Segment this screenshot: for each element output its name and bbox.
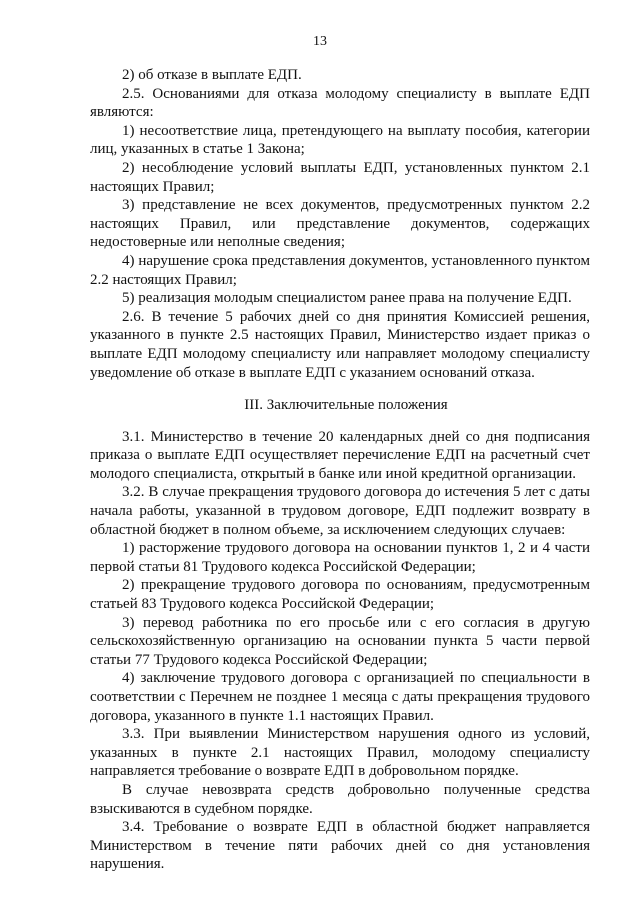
paragraph: 2) несоблюдение условий выплаты ЕДП, установленных пунктом 2.1 настоящих Правил;: [90, 159, 590, 195]
paragraph: 4) заключение трудового договора с организацией по специальности в соответствии с Перечнем не позднее 1 месяца с даты прекращения трудового договора, указанного в пункте 1.1 настоящих Правил.: [90, 670, 590, 724]
paragraph: В случае невозврата средств добровольно полученные средства взыскиваются в судебном порядке.: [90, 781, 590, 817]
paragraph: 3.2. В случае прекращения трудового договора до истечения 5 лет с даты начала работы, указанной в трудовом договоре, ЕДП подлежит возврату в областной бюджет в полном объеме, за исключением следующих случаев:: [90, 484, 590, 538]
document-body: [90, 66, 590, 874]
paragraph: 2.5. Основаниями для отказа молодому специалисту в выплате ЕДП являются:: [90, 85, 590, 121]
paragraph: 3) перевод работника по его просьбе или с его согласия в другую сельскохозяйственную организацию на основании пункта 5 части первой статьи 77 Трудового кодекса Российской Федерации;: [90, 614, 590, 668]
paragraph: 3.3. При выявлении Министерством нарушения одного из условий, указанных в пункте 2.1 настоящих Правил, молодому специалисту направляется требование о возврате ЕДП в добровольном порядке.: [90, 726, 590, 780]
paragraph: 2) прекращение трудового договора по основаниям, предусмотренным статьей 83 Трудового кодекса Российской Федерации;: [90, 577, 590, 613]
paragraph: 1) несоответствие лица, претендующего на выплату пособия, категории лиц, указанных в статье 1 Закона;: [90, 122, 590, 158]
paragraph: 3.4. Требование о возврате ЕДП в областной бюджет направляется Министерством в течение пяти рабочих дней со дня установления нарушения.: [90, 819, 590, 873]
page-number: 13: [313, 34, 327, 49]
paragraph: 4) нарушение срока представления документов, установленного пунктом 2.2 настоящих Правил;: [90, 252, 590, 288]
paragraph: 5) реализация молодым специалистом ранее права на получение ЕДП.: [122, 290, 572, 307]
paragraph: 2.6. В течение 5 рабочих дней со дня принятия Комиссией решения, указанного в пункте 2.5 настоящих Правил, Министерство издает приказ о выплате ЕДП молодому специалисту или направляет молодому специалисту уведомление об отказе в выплате ЕДП с указанием оснований отказа.: [90, 308, 590, 381]
paragraph: 3) представление не всех документов, предусмотренных пунктом 2.2 настоящих Правил, или представление документов, содержащих недостоверные или неполные сведения;: [90, 197, 590, 251]
paragraph: 3.1. Министерство в течение 20 календарных дней со дня подписания приказа о выплате ЕДП осуществляет перечисление ЕДП на расчетный счет молодого специалиста, открытый в банке или иной кредитной организации.: [90, 428, 590, 482]
section-title: III. Заключительные положения: [244, 397, 448, 414]
paragraph: 2) об отказе в выплате ЕДП.: [122, 67, 302, 83]
paragraph: 1) расторжение трудового договора на основании пунктов 1, 2 и 4 части первой статьи 81 Трудового кодекса Российской Федерации;: [90, 540, 590, 575]
